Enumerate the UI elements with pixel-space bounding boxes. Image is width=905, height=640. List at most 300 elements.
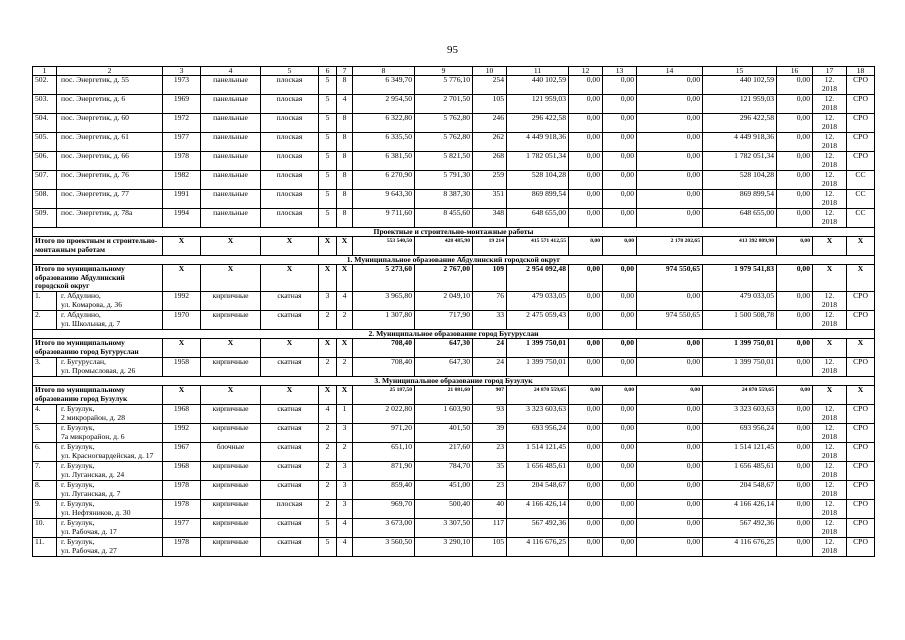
table-cell: 1991	[163, 190, 201, 209]
section-heading-row	[33, 377, 875, 386]
year-text: 2018	[821, 412, 838, 422]
total-cell: 0,00	[777, 237, 813, 256]
date-cell	[813, 95, 847, 114]
table-cell: 0,00	[637, 133, 703, 152]
table-cell: 5	[319, 152, 337, 171]
table-cell: 204 548,67	[703, 481, 777, 500]
table-row	[33, 358, 875, 377]
table-cell: скатная	[261, 481, 319, 500]
table-cell: 8 387,30	[415, 190, 473, 209]
month-text: 12.	[824, 75, 835, 84]
table-cell: 204 548,67	[507, 481, 569, 500]
table-cell: СРО	[847, 114, 875, 133]
address-line-2: ул. Комарова, д. 36	[61, 299, 123, 309]
total-row	[33, 386, 875, 405]
table-cell: скатная	[261, 519, 319, 538]
table-cell: панельные	[201, 133, 261, 152]
total-cell: 25 187,50	[353, 386, 415, 405]
table-cell: 1977	[163, 133, 201, 152]
total-cell: X	[163, 265, 201, 292]
table-cell: 0,00	[637, 171, 703, 190]
table-cell: 0,00	[637, 190, 703, 209]
table-cell: 0,00	[777, 292, 813, 311]
table-row	[33, 405, 875, 424]
year-text: 2018	[821, 102, 838, 112]
table-cell: кирпичные	[201, 292, 261, 311]
table-cell: скатная	[261, 462, 319, 481]
total-cell: 708,40	[353, 339, 415, 358]
table-cell: панельные	[201, 190, 261, 209]
table-cell: 5 776,10	[415, 76, 473, 95]
table-cell: 1992	[163, 292, 201, 311]
table-cell: 5	[319, 76, 337, 95]
month-text: 12.	[824, 423, 835, 432]
address-line-1: г. Бузулук,	[61, 480, 95, 489]
total-cell: 428 485,90	[415, 237, 473, 256]
column-number-cell: 17	[813, 67, 847, 76]
table-cell: 0,00	[777, 519, 813, 538]
date-cell	[813, 76, 847, 95]
table-cell: 4	[319, 405, 337, 424]
table-cell: 0,00	[569, 405, 603, 424]
table-cell: 0,00	[603, 190, 637, 209]
table-cell: 10.	[33, 519, 57, 538]
table-cell: 0,00	[603, 424, 637, 443]
total-cell: 109	[473, 265, 507, 292]
table-cell: 296 422,58	[703, 114, 777, 133]
table-cell: 1.	[33, 292, 57, 311]
table-cell: 5	[319, 190, 337, 209]
table-cell: 3 290,10	[415, 538, 473, 557]
year-text: 2018	[821, 121, 838, 131]
table-cell: 648 655,00	[703, 209, 777, 228]
table-cell: 3	[319, 292, 337, 311]
table-cell: 6.	[33, 443, 57, 462]
table-cell: пос. Энергетик, д. 76	[57, 171, 163, 190]
address-line-1: г. Бузулук,	[61, 442, 95, 451]
table-row	[33, 519, 875, 538]
table-cell: плоская	[261, 209, 319, 228]
table-cell: 5	[319, 95, 337, 114]
table-cell: 0,00	[603, 358, 637, 377]
total-cell: 21 081,60	[415, 386, 473, 405]
table-cell: 1 603,90	[415, 405, 473, 424]
total-cell: X	[201, 386, 261, 405]
table-cell: панельные	[201, 95, 261, 114]
total-cell: X	[201, 265, 261, 292]
total-cell: 2 767,00	[415, 265, 473, 292]
total-cell: 0,00	[603, 237, 637, 256]
table-cell: 4	[337, 538, 353, 557]
column-number-cell: 11	[507, 67, 569, 76]
total-cell: X	[261, 265, 319, 292]
table-cell: 0,00	[777, 311, 813, 330]
column-number-cell: 15	[703, 67, 777, 76]
total-cell: 1 399 750,01	[703, 339, 777, 358]
table-cell: 0,00	[603, 405, 637, 424]
year-text: 2018	[821, 450, 838, 460]
date-cell	[813, 519, 847, 538]
table-row	[33, 292, 875, 311]
table-cell: 6 381,50	[353, 152, 415, 171]
total-cell: X	[319, 265, 337, 292]
table-cell: 0,00	[637, 95, 703, 114]
table-cell: 35	[473, 462, 507, 481]
section-heading-row	[33, 330, 875, 339]
total-cell: X	[261, 339, 319, 358]
table-cell: 8	[337, 171, 353, 190]
table-cell: СРО	[847, 481, 875, 500]
date-cell	[813, 171, 847, 190]
total-cell: 0,00	[637, 339, 703, 358]
table-cell: 5	[319, 519, 337, 538]
section-heading-row	[33, 228, 875, 237]
table-cell: 969,70	[353, 500, 415, 519]
year-text: 2018	[821, 83, 838, 93]
table-cell: 105	[473, 95, 507, 114]
table-cell: 23	[473, 481, 507, 500]
date-cell	[813, 424, 847, 443]
table-cell: 76	[473, 292, 507, 311]
column-number-cell: 10	[473, 67, 507, 76]
year-text: 2018	[821, 469, 838, 479]
month-text: 12.	[824, 537, 835, 546]
month-text: 12.	[824, 480, 835, 489]
address-line-2: 7а микрорайон, д. 6	[61, 431, 125, 441]
table-cell: 3 965,80	[353, 292, 415, 311]
table-cell: 40	[473, 500, 507, 519]
table-cell: СРО	[847, 292, 875, 311]
table-cell: 6 349,70	[353, 76, 415, 95]
table-cell: 504.	[33, 114, 57, 133]
address-line-1: г. Бузулук,	[61, 518, 95, 527]
date-cell	[813, 311, 847, 330]
address-cell	[57, 424, 163, 443]
address-cell	[57, 405, 163, 424]
table-cell: кирпичные	[201, 519, 261, 538]
address-line-1: г. Бузулук,	[61, 461, 95, 470]
address-cell	[57, 538, 163, 557]
table-cell: 1978	[163, 500, 201, 519]
date-cell	[813, 538, 847, 557]
table-cell: 4 166 426,14	[507, 500, 569, 519]
table-cell: 8.	[33, 481, 57, 500]
table-cell: 1 782 051,34	[703, 152, 777, 171]
table-cell: 567 492,36	[507, 519, 569, 538]
table-cell: 5 821,50	[415, 152, 473, 171]
table-cell: 4 116 676,25	[507, 538, 569, 557]
table-cell: 1982	[163, 171, 201, 190]
table-row	[33, 114, 875, 133]
table-cell: 0,00	[569, 358, 603, 377]
table-cell: СРО	[847, 462, 875, 481]
table-cell: 0,00	[603, 443, 637, 462]
table-cell: 2	[319, 443, 337, 462]
total-cell: 553 540,50	[353, 237, 415, 256]
total-cell: X	[163, 386, 201, 405]
month-text: 12.	[824, 291, 835, 300]
month-text: 12.	[824, 310, 835, 319]
table-cell: пос. Энергетик, д. 6	[57, 95, 163, 114]
table-cell: 1 500 508,78	[703, 311, 777, 330]
table-row	[33, 311, 875, 330]
table-cell: 8	[337, 209, 353, 228]
table-cell: 2	[319, 311, 337, 330]
table-cell: блочные	[201, 443, 261, 462]
total-cell: X	[813, 386, 847, 405]
table-cell: 0,00	[603, 519, 637, 538]
table-cell: 0,00	[777, 443, 813, 462]
table-row	[33, 481, 875, 500]
table-cell: 440 102,59	[507, 76, 569, 95]
column-number-cell: 13	[603, 67, 637, 76]
address-cell	[57, 311, 163, 330]
table-cell: скатная	[261, 311, 319, 330]
table-cell: 1 656 485,61	[703, 462, 777, 481]
total-cell: 1 979 541,83	[703, 265, 777, 292]
total-cell: 1 399 750,01	[507, 339, 569, 358]
total-cell: 0,00	[777, 265, 813, 292]
total-cell: X	[319, 237, 337, 256]
month-text: 12.	[824, 94, 835, 103]
table-cell: 708,40	[353, 358, 415, 377]
column-number-cell: 6	[319, 67, 337, 76]
table-cell: 1 514 121,45	[507, 443, 569, 462]
address-line-2: ул. Рабочая, д. 27	[61, 545, 117, 555]
table-cell: 0,00	[603, 481, 637, 500]
table-cell: СРО	[847, 95, 875, 114]
total-cell: X	[813, 265, 847, 292]
table-cell: плоская	[261, 152, 319, 171]
table-cell: 0,00	[569, 538, 603, 557]
column-number-cell: 8	[353, 67, 415, 76]
table-cell: 5 762,80	[415, 133, 473, 152]
table-cell: пос. Энергетик, д. 55	[57, 76, 163, 95]
table-cell: 5 762,80	[415, 114, 473, 133]
table-cell: скатная	[261, 405, 319, 424]
table-cell: 0,00	[637, 405, 703, 424]
table-cell: 505.	[33, 133, 57, 152]
table-cell: 5	[319, 209, 337, 228]
address-line-2: ул. Луганская, д. 24	[61, 469, 125, 479]
address-cell	[57, 443, 163, 462]
table-cell: 351	[473, 190, 507, 209]
month-text: 12.	[824, 132, 835, 141]
month-text: 12.	[824, 113, 835, 122]
total-cell: 0,00	[777, 339, 813, 358]
table-cell: СРО	[847, 133, 875, 152]
date-cell	[813, 405, 847, 424]
month-text: 12.	[824, 442, 835, 451]
table-cell: 1 514 121,45	[703, 443, 777, 462]
month-text: 12.	[824, 170, 835, 179]
table-cell: 8 455,60	[415, 209, 473, 228]
total-cell: X	[337, 339, 353, 358]
table-cell: 0,00	[777, 152, 813, 171]
year-text: 2018	[821, 178, 838, 188]
page-number: 95	[447, 44, 458, 56]
table-cell: 0,00	[569, 133, 603, 152]
address-line-1: г. Абдулино,	[61, 291, 101, 300]
table-cell: 0,00	[569, 190, 603, 209]
table-row	[33, 424, 875, 443]
table-cell: 0,00	[603, 152, 637, 171]
table-cell: 1 782 051,34	[507, 152, 569, 171]
table-cell: 8	[337, 190, 353, 209]
table-cell: 1973	[163, 76, 201, 95]
table-cell: 9 711,60	[353, 209, 415, 228]
table-cell: панельные	[201, 171, 261, 190]
table-cell: плоская	[261, 95, 319, 114]
year-text: 2018	[821, 216, 838, 226]
section-heading: 2. Муниципальное образование город Бугуруслан	[33, 330, 875, 339]
column-number-cell: 9	[415, 67, 473, 76]
month-text: 12.	[824, 404, 835, 413]
total-cell: 413 392 809,90	[703, 237, 777, 256]
table-cell: СРО	[847, 424, 875, 443]
table-row	[33, 462, 875, 481]
table-cell: пос. Энергетик, д. 77	[57, 190, 163, 209]
month-text: 12.	[824, 151, 835, 160]
column-number-cell: 7	[337, 67, 353, 76]
table-cell: 8	[337, 114, 353, 133]
table-cell: 0,00	[569, 500, 603, 519]
table-cell: кирпичные	[201, 500, 261, 519]
total-cell: X	[813, 339, 847, 358]
column-number-cell: 14	[637, 67, 703, 76]
table-cell: 0,00	[637, 358, 703, 377]
table-cell: 0,00	[569, 443, 603, 462]
table-cell: 2	[337, 443, 353, 462]
table-cell: 2 049,10	[415, 292, 473, 311]
table-cell: 0,00	[603, 171, 637, 190]
table-cell: 6 335,50	[353, 133, 415, 152]
table-cell: 2	[337, 311, 353, 330]
table-cell: СРО	[847, 443, 875, 462]
year-text: 2018	[821, 140, 838, 150]
table-cell: СРО	[847, 405, 875, 424]
column-number-cell: 4	[201, 67, 261, 76]
table-cell: 0,00	[777, 171, 813, 190]
table-cell: скатная	[261, 358, 319, 377]
total-cell: X	[201, 339, 261, 358]
table-cell: кирпичные	[201, 481, 261, 500]
table-cell: 246	[473, 114, 507, 133]
table-cell: СРО	[847, 519, 875, 538]
total-cell: 0,00	[569, 237, 603, 256]
table-cell: 0,00	[777, 114, 813, 133]
table-cell: 268	[473, 152, 507, 171]
section-heading-row	[33, 256, 875, 265]
table-cell: СРО	[847, 538, 875, 557]
table-cell: 503.	[33, 95, 57, 114]
table-row	[33, 190, 875, 209]
total-cell: X	[337, 265, 353, 292]
table-cell: 479 033,05	[703, 292, 777, 311]
table-row	[33, 209, 875, 228]
table-cell: 0,00	[569, 209, 603, 228]
total-cell: X	[201, 237, 261, 256]
month-text: 12.	[824, 357, 835, 366]
table-cell: 2 022,80	[353, 405, 415, 424]
section-heading: 3. Муниципальное образование город Бузулук	[33, 377, 875, 386]
table-cell: 8	[337, 152, 353, 171]
table-cell: СС	[847, 190, 875, 209]
table-cell: 0,00	[777, 424, 813, 443]
address-cell	[57, 358, 163, 377]
total-cell: X	[847, 339, 875, 358]
table-cell: 2	[319, 500, 337, 519]
table-cell: 0,00	[637, 519, 703, 538]
column-number-cell: 12	[569, 67, 603, 76]
total-cell: X	[319, 386, 337, 405]
table-cell: 5	[319, 114, 337, 133]
table-cell: пос. Энергетик, д. 60	[57, 114, 163, 133]
table-cell: 254	[473, 76, 507, 95]
total-cell: 5 273,60	[353, 265, 415, 292]
table-cell: 1968	[163, 462, 201, 481]
table-cell: 1977	[163, 519, 201, 538]
month-text: 12.	[824, 499, 835, 508]
table-cell: 0,00	[569, 95, 603, 114]
table-cell: 869 899,54	[703, 190, 777, 209]
table-cell: 0,00	[603, 95, 637, 114]
table-cell: 506.	[33, 152, 57, 171]
table-cell: 1994	[163, 209, 201, 228]
table-cell: 0,00	[603, 133, 637, 152]
total-cell: 2 954 092,48	[507, 265, 569, 292]
table-cell: скатная	[261, 443, 319, 462]
table-cell: 0,00	[777, 538, 813, 557]
total-cell: 19 214	[473, 237, 507, 256]
table-cell: СРО	[847, 358, 875, 377]
table-cell: 693 956,24	[507, 424, 569, 443]
table-cell: 1967	[163, 443, 201, 462]
total-cell: X	[319, 339, 337, 358]
table-cell: 1	[337, 405, 353, 424]
total-row	[33, 265, 875, 292]
table-cell: 401,50	[415, 424, 473, 443]
table-cell: 0,00	[603, 311, 637, 330]
table-cell: пос. Энергетик, д. 61	[57, 133, 163, 152]
table-cell: 0,00	[777, 209, 813, 228]
total-cell: X	[337, 386, 353, 405]
total-cell: 0,00	[603, 339, 637, 358]
table-cell: 567 492,36	[703, 519, 777, 538]
table-cell: 0,00	[603, 538, 637, 557]
column-number-cell: 3	[163, 67, 201, 76]
table-cell: 1978	[163, 481, 201, 500]
table-cell: 5.	[33, 424, 57, 443]
table-cell: 9.	[33, 500, 57, 519]
date-cell	[813, 152, 847, 171]
table-cell: 1978	[163, 538, 201, 557]
year-text: 2018	[821, 197, 838, 207]
table-cell: 0,00	[569, 292, 603, 311]
table-cell: СРО	[847, 152, 875, 171]
table-cell: 1 399 750,01	[703, 358, 777, 377]
table-cell: 1978	[163, 152, 201, 171]
table-cell: панельные	[201, 209, 261, 228]
table-cell: 6 270,90	[353, 171, 415, 190]
total-cell: 24 870 559,65	[703, 386, 777, 405]
table-cell: СС	[847, 209, 875, 228]
table-cell: 2 701,50	[415, 95, 473, 114]
total-cell: 647,30	[415, 339, 473, 358]
table-cell: 1 399 750,01	[507, 358, 569, 377]
table-cell: 4	[337, 519, 353, 538]
total-row	[33, 237, 875, 256]
